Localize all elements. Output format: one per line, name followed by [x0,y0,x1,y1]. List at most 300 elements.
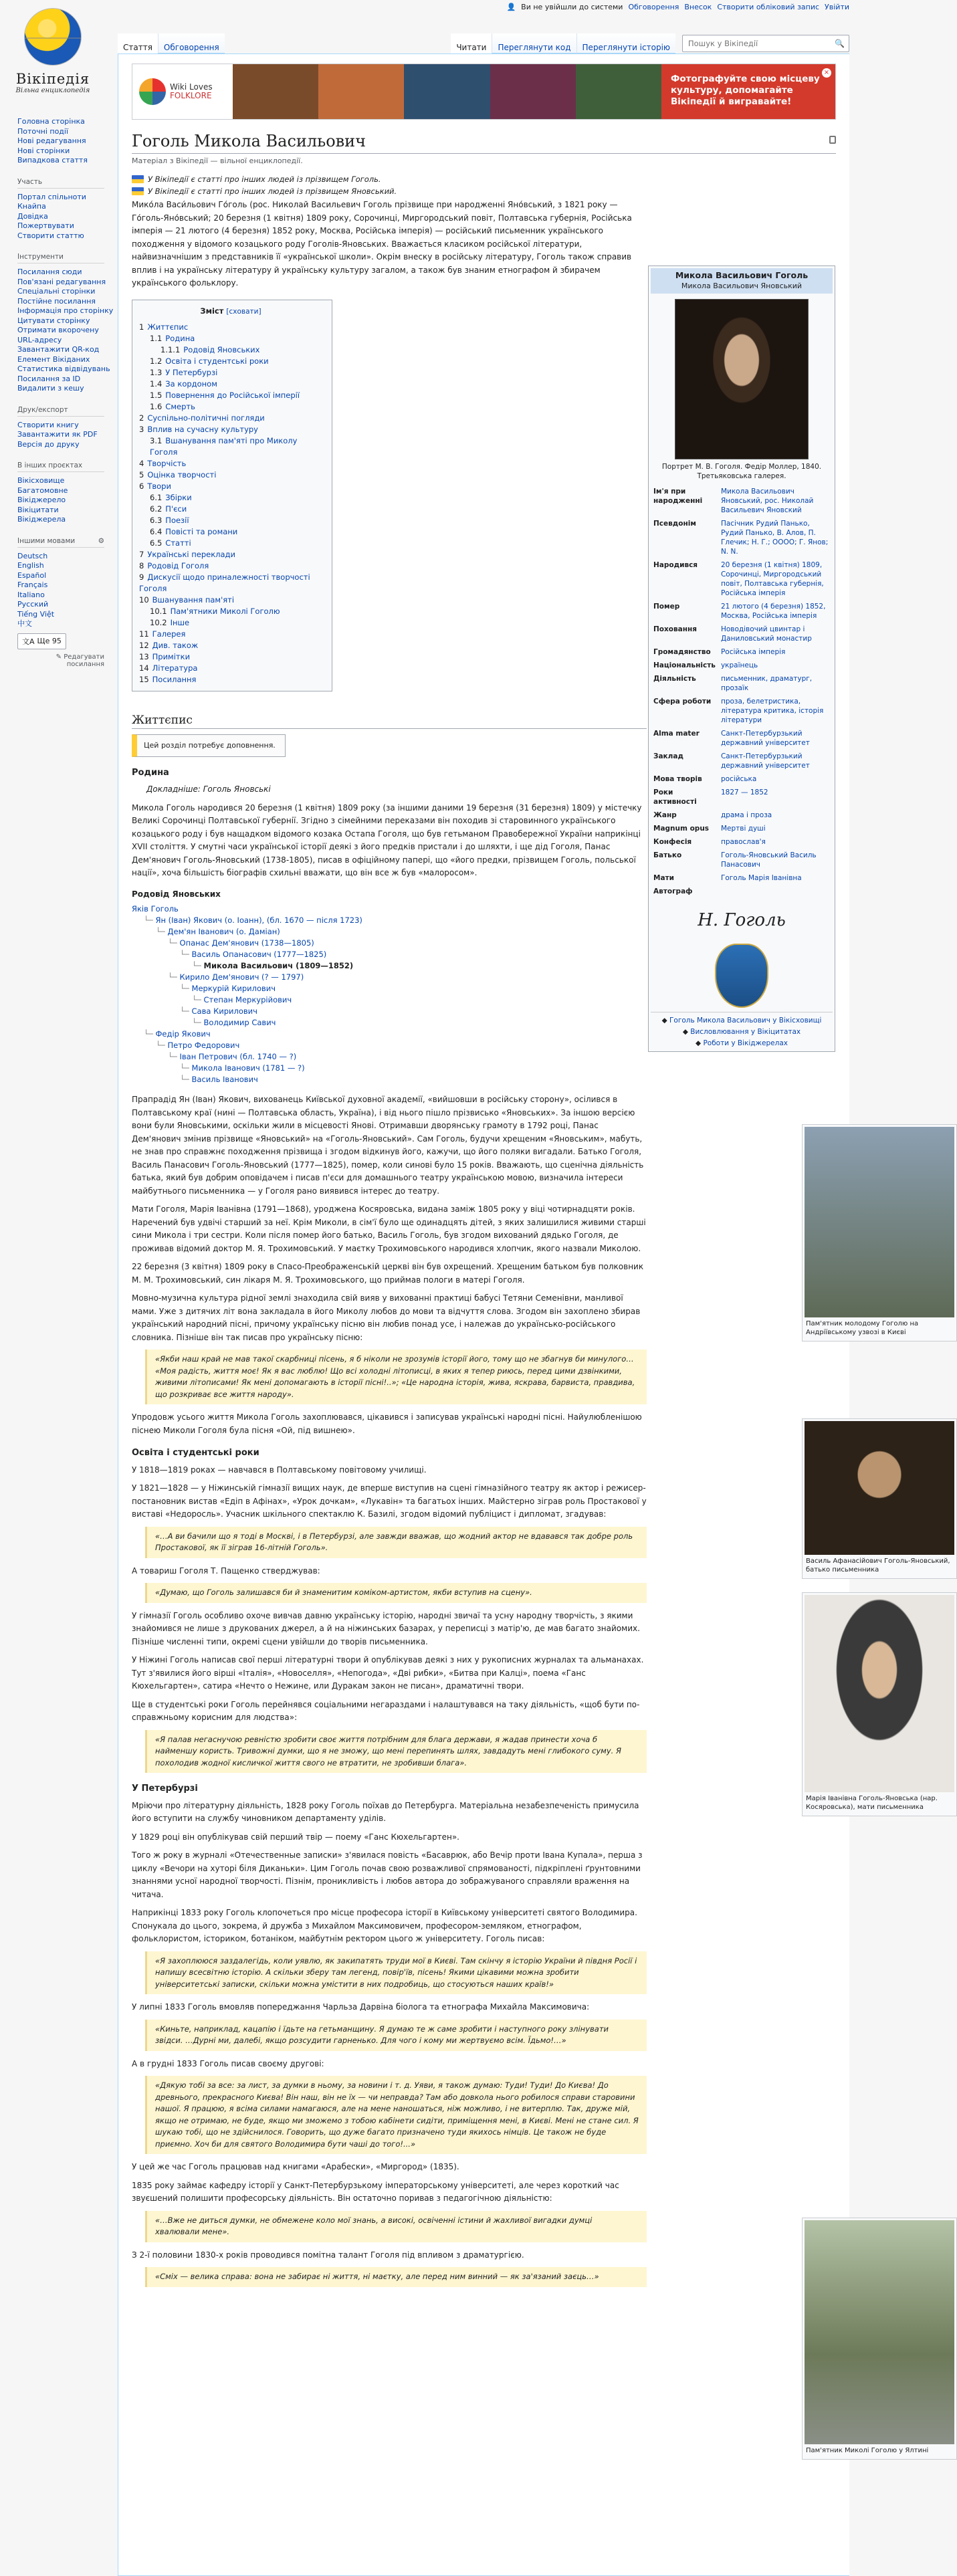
toc-item[interactable] [139,469,322,481]
tree-branch-icon: └─ [168,1052,180,1061]
nav-main [17,117,118,166]
personal-tools [506,3,849,11]
sidebar-link[interactable]: Нові редагування [17,136,86,145]
toc-hide-toggle[interactable]: [сховати] [226,307,261,316]
signature-image[interactable]: Н. Гоголь [698,910,786,930]
coat-of-arms-image[interactable] [715,944,768,1008]
toc-link[interactable]: Творчість [147,458,187,468]
sister-project-link[interactable] [651,1015,833,1027]
sidebar-link[interactable]: Спеціальні сторінки [17,287,96,296]
sidebar-link[interactable]: Вікісховище [17,476,65,485]
sidebar-link[interactable]: Статистика відвідувань [17,364,110,373]
infobox-row [651,885,833,898]
quote: «Сміх — велика справа: вона не забирає ні життя, ні маєтку, але перед ним винний — як за'язаний заєць…» [145,2267,647,2287]
toc-link[interactable]: Вшанування пам'яті [152,595,235,605]
toc-item[interactable] [139,322,322,333]
toc-item[interactable] [139,526,322,538]
tree-node [132,1040,647,1051]
toc-link[interactable]: Література [152,663,198,673]
infobox-value[interactable]: Санкт-Петербурзький державний університет [720,730,810,747]
toc-item[interactable] [139,617,322,629]
tree-node [132,1006,647,1017]
tree-node-label[interactable]: Кирило Дем'янович (? — 1797) [179,972,304,982]
toc-item[interactable] [139,651,322,663]
namespace-tabs [118,33,225,53]
create-account-link[interactable]: Створити обліковий запис [717,3,820,11]
infobox-key: Сфера роботи [653,697,712,706]
search-box [682,35,849,52]
hatnote [132,175,836,184]
sidebar-link[interactable]: Отримати вкорочену URL-адресу [17,326,99,344]
tree-node-label[interactable]: Меркурій Кирилович [191,984,276,993]
infobox-key: Мова творів [653,775,702,783]
logo-tagline: Вільна енциклопедія [15,87,90,94]
quote: «Дякую тобі за все: за лист, за думки в ньому, за новини і т. д. Уяви, я також думаю: Туди! Туди! До Києва! До древнього, прекрасного Києва! Він наш, він не їх — чи неправда? Там або довкола нього робилося справи старовини нашої. Я працюю, я всіма силами намагаюся, але на мене наношаться, ніж можливо, і не витерплю. Так, друже мій, якщо не отримаю, не буде, якщо ми зможемо з тобою кабінети сидіти, приміщення мені, в Києві. Мені не стане сил. Я шукаю тобі, що не здійснилося. Говорить, що дуже багато призначено туди якихось німців. Це також не буде приємно. Хоч би для святого Володимира бути чаші до того!...» [145,2076,647,2154]
toc-item[interactable] [139,629,322,640]
sidebar-item [17,127,118,137]
sidebar-link[interactable]: Портал спільноти [17,192,86,201]
tree-node [132,903,647,915]
infobox-key: Батько [653,851,682,859]
toc-link[interactable]: Посилання [152,674,197,684]
toc-item[interactable] [139,515,322,526]
infobox-value[interactable]: Гоголь Марія Іванівна [720,874,802,882]
tree-node-label[interactable]: Петро Федорович [167,1041,240,1050]
tree-node [132,915,647,926]
sidebar-link[interactable]: Постійне посилання [17,296,96,306]
dab-link[interactable]: Докладніше: Гоголь Яновські [146,784,271,794]
sidebar-link[interactable]: Deutsch [17,551,48,560]
toc-item[interactable] [139,379,322,390]
quote: «…Вже не диться думки, не обмежене коло мої знань, а високі, освіченні істини й жахливої вигадки думці хвалювали мене». [145,2211,647,2242]
project-icon: ◆ [661,1016,669,1025]
infobox-row [651,809,833,822]
toc-link[interactable]: Родовід Гоголя [147,560,209,570]
tree-node-label[interactable]: Яків Гоголь [132,904,179,914]
sidebar-link[interactable]: Цитувати сторінку [17,316,90,325]
sidebar-item [17,561,118,571]
sidebar-item [17,267,118,278]
sidebar-link[interactable]: Завантажити як PDF [17,430,98,439]
heading-genealogy: Родовід Яновських [132,889,221,899]
sidebar-item [17,355,118,365]
toc-item[interactable] [139,333,322,344]
father-portrait-image[interactable] [805,1421,954,1555]
paragraph: А товариш Гоголя Т. Пащенко стверджував: [132,1566,320,1576]
participation-heading: Участь [17,178,104,189]
languages-heading: Іншими мовами ⚙ [17,537,104,548]
sidebar-item [17,486,118,506]
sister-project-link[interactable] [651,1038,833,1049]
toc-number: 6.4 [150,526,163,536]
quote: «Я палав негаснучою ревністю зробити своє життя потрібним для блага держави, я жадав принести хоча б найменшу користь. Тривожні думки, що я не зможу, що мені перепинять шлях, завдадуть мені глибокого суму. Я похолодив жодної кисличкої життя свого не втратити, не зробивши блага». [145,1730,647,1774]
tab-article[interactable]: Стаття [118,33,158,53]
sidebar-link[interactable]: Tiếng Việt [17,609,55,619]
sidebar-link[interactable]: Видалити з кешу [17,384,84,393]
infobox-row [651,727,833,750]
toc-link[interactable]: Див. також [152,640,199,650]
toc-item[interactable] [139,606,322,617]
infobox-row [651,623,833,645]
sidebar-link[interactable]: Головна сторінка [17,117,85,126]
paragraph: У 1821—1828 — у Ніжинській гімназії вищих наук, де вперше виступив на сцені гімназійного театру як актор і режисер-постановник вистав «Едіп в Афінах», «Урок дочкам», «Лукавін» та багатьох інших. Майстерно зіграв роль Простакової у виставі «Недоросль». Учасник шкільного спектаклю К. Базилі, згодом відомий публіцист і дипломат, згадував: [132,1483,647,1519]
toc-number: 10.2 [150,617,167,627]
monument-image[interactable] [805,1127,954,1317]
toc-item[interactable] [139,413,322,424]
tab-view-source[interactable]: Переглянути код [492,33,576,53]
sidebar-item [17,421,118,431]
sidebar-link[interactable]: Елемент Вікіданих [17,354,90,364]
infobox-key: Alma mater [653,730,700,738]
toc-number: 1.3 [150,367,163,377]
infobox-row [651,600,833,623]
sidebar-link[interactable]: 中文 [17,619,32,628]
toc-link[interactable]: Вшанування пам'яті про Миколу Гоголя [150,435,298,457]
sidebar-link[interactable]: Поточні події [17,126,69,136]
tree-branch-icon: └─ [180,1006,192,1016]
tab-talk[interactable]: Обговорення [158,33,225,53]
toc-number: 1.2 [150,356,163,366]
infobox-value[interactable] [718,885,833,898]
campaign-banner[interactable] [132,64,836,120]
toc-number: 6.2 [150,504,163,514]
toc-link[interactable]: Примітки [152,651,191,661]
user-icon: 👤 [506,3,516,11]
infobox-row [651,485,833,517]
content [118,53,950,2576]
sidebar-link[interactable]: Багатомовне Вікіджерело [17,486,68,504]
paragraph: У гімназії Гоголь особливо охоче вивчав давню українську історію, народні звичаї та усну народну творчість, з якими знайомився не лише з друкованих джерел, а й на ніжинських базарах, у переписці з матір'ю, де мав багато знайомих. Пізніше численні типи, окремі сцени увійшли до творів письменника. [132,1610,640,1646]
sidebar-item [17,610,118,620]
tree-node-label[interactable]: Дем'ян Іванович (о. Даміан) [167,927,280,936]
paragraph: Мовно-музична культура рідної землі знаходила свій вияв у вихованні практиці бабусі Тетяни Семенівни, манливої мами. Уже з дитячих літ вона закладала в його Миколу любов до мови та відчуття слова. Згодом він захоплено збирав український народний пісні, причому українську пісню він любив понад усе, і належав до українсько-російського словника. Пізніше він так писав про українську пісню: [132,1293,641,1342]
thumb-caption: Пам'ятник Миколі Гоголю у Ялтині [806,2447,929,2454]
toc-item[interactable] [139,504,322,515]
hatnote [132,187,836,196]
nav-other-projects [17,461,118,525]
infobox-value[interactable]: 1827 — 1852 [720,788,768,796]
toc-item[interactable] [139,663,322,674]
tree-branch-icon: └─ [192,995,204,1004]
toc-link[interactable]: Українські переклади [147,549,235,559]
globe-icon [24,8,82,66]
edit-links[interactable]: ✎ Редагувати посилання [56,653,104,668]
toc-link[interactable]: Повернення до Російської імперії [165,390,300,400]
infobox-key: Псевдонім [653,520,696,528]
infobox-row [651,750,833,772]
tree-node-label[interactable]: Володимир Савич [203,1018,276,1027]
toc-number: 3 [139,424,144,434]
infobox-key: Конфесія [653,838,692,846]
pencil-icon: ✎ [56,653,62,661]
tree-branch-icon: └─ [192,961,204,970]
toc-item[interactable] [139,356,322,367]
toc-item[interactable] [139,595,322,606]
paragraph: 1835 року займає кафедру історії у Санкт-Петербурзькому імператорському університеті, але через короткий час звуєшений полишити професорську діяльність. Він остаточно поривав з педагогічною діяльністю: [132,2180,619,2203]
infobox-title: Микола Васильович Гоголь [651,268,833,282]
toc-item[interactable] [139,560,322,572]
toc-number: 7 [139,549,144,559]
toc-link[interactable]: Освіта і студентські роки [165,356,269,366]
sidebar-link[interactable]: Посилання сюди [17,267,82,276]
tree-node-label[interactable]: Сава Кирилович [191,1006,257,1016]
tree-node [132,960,647,972]
infobox-key: Magnum opus [653,825,710,833]
toc-item[interactable] [139,549,322,560]
paragraph: У 1818—1819 роках — навчався в Полтавському повітовому училищі. [132,1465,427,1475]
infobox-key: Народився [653,561,698,569]
sister-project-link[interactable] [651,1027,833,1038]
sidebar-item [17,297,118,307]
sidebar-link[interactable]: Випадкова стаття [17,156,88,165]
sidebar-item [17,591,118,601]
toc-number: 1.6 [150,401,163,411]
sidebar-link[interactable]: Español [17,570,47,580]
translate-icon: 文A [22,637,35,646]
sidebar-link[interactable]: Інформація про сторінку [17,306,114,315]
flower-icon [139,78,166,105]
sidebar-link[interactable]: Довідка [17,211,48,221]
toc-item[interactable] [139,481,322,492]
tree-node-label[interactable]: Федір Якович [155,1029,211,1039]
infobox-row [651,849,833,871]
infobox-key: Ім'я при народженні [653,488,703,505]
sidebar-link[interactable]: Italiano [17,590,45,599]
toc-item[interactable] [139,367,322,379]
quote: «…А ви бачили що я тоді в Москві, і в Петербурзі, але завжди вважав, що жодний актор не вдавався так добре роль Простакової, як її зіграв 16-літній Гоголь». [145,1527,647,1558]
toc-item[interactable] [139,390,322,401]
banner-cta[interactable]: Фотографуйте свою місцеву культуру, допомагайте Вікіпедії й вигравайте! [661,64,835,119]
gear-icon[interactable]: ⚙ [98,536,104,545]
tree-node [132,949,647,960]
infobox-value[interactable]: проза, белетристика, література критика, історія літератури [720,697,824,724]
tab-history[interactable]: Переглянути історію [576,33,675,53]
login-link[interactable]: Увійти [825,3,849,11]
toc-item[interactable] [139,572,322,595]
tree-node-label[interactable]: Микола Іванович (1781 — ?) [191,1063,305,1073]
toc-item[interactable] [139,344,322,356]
sidebar-item [17,552,118,562]
project-label[interactable]: Гоголь Микола Васильович у Вікісховищі [669,1016,822,1025]
infobox-value[interactable]: 20 березня (1 квітня) 1809, Сорочинці, Миргородський повіт, Полтавська губернія, Російська імперія [720,561,824,597]
tools-heading: Інструменти [17,253,104,263]
tree-node-label[interactable]: Іван Петрович (бл. 1740 — ?) [179,1052,297,1061]
close-icon[interactable]: × [822,68,831,78]
sidebar-link[interactable]: Створити книгу [17,420,79,429]
project-label[interactable]: Роботи у Вікіджерелах [703,1039,788,1047]
toc-link[interactable]: Оцінка творчості [147,469,217,479]
toc-link[interactable]: Пам'ятники Миколі Гоголю [170,606,280,616]
toc-number: 1.1 [150,333,163,343]
toc-link[interactable]: Галерея [152,629,186,639]
infobox-value[interactable]: письменник, драматург, прозаїк [720,675,813,692]
toc-link[interactable]: Повісті та романи [165,526,238,536]
project-label[interactable]: Висловлювання у Вікіцитатах [690,1028,801,1036]
sidebar-item [17,619,118,629]
toc-item[interactable] [139,492,322,504]
tree-node-label[interactable]: Микола Васильович (1809—1852) [203,961,354,970]
mother-portrait-image[interactable] [805,1595,954,1792]
toc-number: 6 [139,481,144,491]
sidebar-link[interactable]: Пожертвувати [17,221,74,230]
toc-link[interactable]: Поезії [165,515,189,525]
toc-link[interactable]: Родовід Яновських [183,344,260,354]
logo-wordmark: Вікіпедія [15,71,90,87]
heading-petersburg: У Петербурзі [132,1784,198,1794]
infobox-value[interactable]: Пасічник Рудий Панько, Рудий Панько, В. Алов, П. Глечик; Н. Г.; OOOO; Г. Янов; N. N. [720,520,829,556]
sidebar-item [17,476,118,486]
infobox-key: Заклад [653,752,683,760]
toc-number: 6.1 [150,492,163,502]
toc-link[interactable]: Вплив на сучасну культуру [147,424,258,434]
toc-number: 11 [139,629,149,639]
infobox-value[interactable]: Санкт-Петербурзький державний університет [720,752,810,770]
infobox-row [651,786,833,809]
toc-item[interactable] [139,424,322,435]
paragraph: 22 березня (3 квітня) 1809 року в Спасо-Преображенській церкві він був охрещений. Хрещеним батьком був полковник М. М. Трохимовський, син лікаря М. Я. Трохимовського, що приймав пологи в матері Гоголя. [132,1262,644,1285]
toc-link[interactable]: Твори [147,481,171,491]
toc-number: 2 [139,413,144,423]
search-input[interactable] [687,38,835,49]
toc-item[interactable] [139,674,322,685]
expand-notice: Цей розділ потребує доповнення. [132,734,286,757]
tree-node [132,1051,647,1063]
toc-number: 3.1 [150,435,163,445]
thumb-monument-kyiv [802,1124,957,1341]
toc-number: 10 [139,595,149,605]
tree-node [132,972,647,983]
sidebar-link[interactable]: Створити статтю [17,231,84,240]
toc-item[interactable] [139,435,322,458]
other-projects-heading: В інших проєктах [17,461,104,472]
thumb-caption: Марія Іванівна Гоголь-Яновська (нар. Косяровська), мати письменника [806,1795,938,1811]
genealogy-tree [132,903,647,1085]
toc-item[interactable] [139,640,322,651]
more-languages-button[interactable]: 文A Ще 95 [17,633,66,649]
heading-family: Родина [132,767,169,778]
talk-link[interactable]: Обговорення [628,3,679,11]
sidebar-link[interactable]: Русский [17,600,49,609]
not-logged-in: Ви не увійшли до системи [521,3,623,11]
paragraph: У 1829 році він опублікував свій перший твір — поему «Ганс Кюхельгартен». [132,1832,459,1842]
tree-branch-icon: └─ [168,972,180,982]
sidebar-link[interactable]: Нові сторінки [17,146,70,155]
monument2-image[interactable] [805,2220,954,2444]
toc-number: 8 [139,560,144,570]
toc-number: 12 [139,640,149,650]
tree-node-label[interactable]: Василь Опанасович (1777—1825) [191,950,327,959]
toc-link[interactable]: У Петербурзі [165,367,218,377]
infobox-value[interactable]: 21 лютого (4 березня) 1852, Москва, Російська імперія [720,603,826,620]
infobox-row [651,835,833,849]
sidebar-link[interactable]: Кнайпа [17,202,46,211]
sidebar-link[interactable]: Вікіцитати [17,505,59,514]
sidebar-link[interactable]: Завантажити QR-код [17,345,100,354]
tree-node-label[interactable]: Ян (Іван) Якович (о. Іоанн), (бл. 1670 — після 1723) [155,916,362,925]
toc-link[interactable]: Інше [170,617,190,627]
sidebar-link[interactable]: Вікіджерела [17,515,66,524]
sister-projects [651,1012,833,1049]
infobox-value[interactable]: православ'я [720,838,766,846]
toc-link[interactable]: Смерть [165,401,195,411]
toc-link[interactable]: Дискусії щодо приналежності творчості Гоголя [139,572,310,593]
toc-link[interactable]: За кордоном [165,379,217,389]
project-icon: ◆ [682,1028,691,1036]
sidebar-link[interactable]: Версія до друку [17,439,80,449]
hatnote-text[interactable]: У Вікіпедії є статті про інших людей із прізвищем Яновський. [148,187,397,196]
paragraph: А в грудні 1833 Гоголь писав своєму другові: [132,2058,324,2068]
sidebar-item [17,316,118,326]
infobox-value[interactable]: Мертві душі [720,825,766,833]
infobox-key: Поховання [653,625,697,633]
toc-item[interactable] [139,458,322,469]
infobox-key: Діяльність [653,675,696,683]
tree-node-label[interactable]: Степан Меркурійович [203,995,292,1004]
toc-link[interactable]: Статті [165,538,191,548]
toc-link[interactable]: Суспільно-політичні погляди [147,413,265,423]
site-sub: Матеріал з Вікіпедії — вільної енциклопедії. [132,156,303,165]
infobox-value[interactable]: Новодівочий цвинтар і Даниловський монастир [720,625,812,643]
toc-item[interactable] [139,538,322,549]
toc-link[interactable]: Життєпис [147,322,189,332]
tree-branch-icon: └─ [144,1029,156,1039]
sidebar-link[interactable]: English [17,561,44,570]
nav-print [17,406,118,450]
sidebar-link[interactable]: Français [17,580,48,589]
sidebar-item [17,306,118,316]
toc-number: 10.1 [150,606,167,616]
contributions-link[interactable]: Внесок [684,3,712,11]
hatnote-text[interactable]: У Вікіпедії є статті про інших людей із прізвищем Гоголь. [148,175,381,184]
toc-link[interactable]: П'єси [165,504,187,514]
tree-node-label[interactable]: Опанас Дем'янович (1738—1805) [179,938,314,948]
infobox-key: Жанр [653,811,677,819]
tree-node-label[interactable]: Василь Іванович [191,1075,258,1084]
infobox-value[interactable]: Гоголь-Яновський Василь Панасович [720,851,817,869]
portrait-image[interactable] [675,299,809,459]
infobox-value[interactable]: Микола Васильович Яновський, рос. Николай Васильевич Яновский [720,488,814,514]
sidebar-link[interactable]: Посилання за ID [17,374,81,383]
search-icon[interactable]: 🔍 [835,39,845,48]
toc-item[interactable] [139,401,322,413]
wikipedia-logo[interactable] [9,8,96,108]
banner-photos [233,64,661,119]
wlf-logo: Wiki Loves FOLKLORE [132,78,233,105]
quote: «Киньте, наприклад, кацапію і їдьте на гетьманщину. Я думаю те ж саме зробити і наступного року злінувати звідси. …Дурні ми, далебі, якщо розсудити гарненько. Для чого і кому ми жертвуємо всім. Їдьмо!…» [145,2020,647,2051]
paragraph: Прапрадід Ян (Іван) Якович, вихованець Київської духовної академії, «вийшовши в російську сторону», осілився в Полтавському краї (нині — Полтавська область, Україна), і від нього пішло прізвисько «Яновських». За іншою версією вони були Яновськими, оскільки жили в місцевості Янові. Отримавши дворянську грамоту в 1792 році, Панас Дем'янович змінив прізвище «Яновський» на «Гоголь-Яновський». Сам Гоголь, будучи хрещеним «Яновським», мабуть, не знав про справжнє походження прізвища і згодом відкинув його, кажучи, що його поляки вигадали. Батько Гоголя, Василь Панасович Гоголь-Яновський (1777—1825), помер, коли синові було 15 років. Вважають, що сценічна діяльність батька, який був добрим оповідачем і писав п'єси для домашнього театру українською мовою, визначила інтереси майбутнього письменника — у Гоголя рано виявився інтерес до театру. [132,1095,644,1196]
quote: «Я захоплююся заздалегідь, коли уявлю, як закипатять труди мої в Києві. Там скінчу я історію України й півдня Росії і напишу всесвітню історію. А скільки зберу там легенд, повір'їв, пісень! Якими цікавими можна зробити університетські записки, скільки можна умістити в них подробиць, що стосуються наших країв!» [145,1951,647,1995]
infobox-key: Автограф [653,887,693,895]
infobox-value[interactable]: російська [720,775,757,783]
thumb-mother [802,1592,957,1816]
quote: «Якби наш край не мав такої скарбниці пісень, я б ніколи не зрозумів історії його, тому що не збагнув би минулого… «Моя радість, життя моє! Як я вас люблю! Що всі холодні літописці, в яких я тепер риюсь, перед цими дзвінкими, живими літописами! Як мені допомагають в історії пісні!..»; «Це народна історія, жива, яскрава, барвиста, правдива, що розкриває все життя народу». [145,1350,647,1404]
project-icon: ◆ [696,1039,704,1047]
infobox-value[interactable]: українець [720,661,758,669]
tree-branch-icon: └─ [192,1018,204,1027]
infobox-row [651,822,833,835]
infobox-key: Мати [653,874,674,882]
tree-node [132,1074,647,1085]
nav-tools [17,253,118,394]
toc-link[interactable]: Родина [165,333,195,343]
sidebar-item [17,384,118,394]
toc-link[interactable]: Збірки [165,492,192,502]
sidebar-link[interactable]: Пов'язані редагування [17,277,106,286]
infobox-value[interactable]: Російська імперія [720,648,786,656]
infobox-value[interactable]: драма і проза [720,811,772,819]
tree-branch-icon: └─ [168,938,180,948]
tab-read[interactable]: Читати [451,33,492,53]
